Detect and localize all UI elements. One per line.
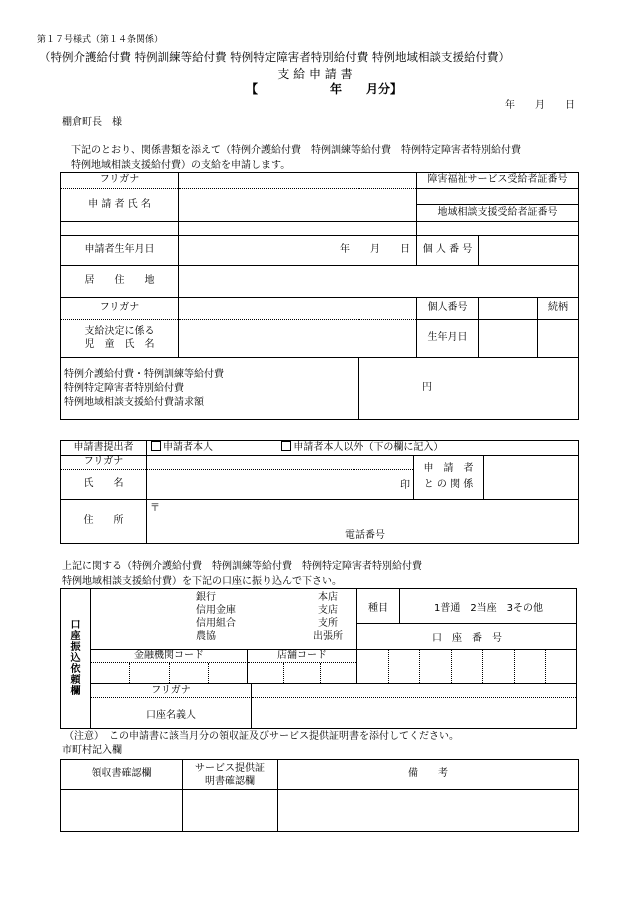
applicant-birth-label: 申請者生年月日 — [61, 236, 179, 266]
municipal-section-title: 市町村記入欄 — [62, 745, 122, 756]
bank-side-label: 口 座 振 込 依 頼 欄 — [70, 620, 81, 697]
form-subtitle: （特例介護給付費 特例訓練等給付費 特例特定障害者特別給付費 特例地域相談支援給付費） — [39, 50, 510, 64]
branch-code-label: 店舗コード — [248, 650, 356, 663]
submitter-name-field[interactable] — [147, 469, 414, 499]
submitter-furigana-field[interactable] — [147, 455, 414, 469]
self-option-label: 申請者本人 — [163, 442, 213, 453]
bank-intro: 上記に関する（特例介護給付費 特例訓練等給付費 特例特定障害者特別給付費 特例地域相談支援給付費）を下記の口座に振り込んで下さい。 — [62, 561, 422, 587]
submitter-furigana-label: フリガナ — [61, 455, 147, 469]
applicant-table — [60, 172, 579, 420]
submitter-relation-field[interactable] — [484, 455, 579, 499]
branch-type-list: 本店 支店 支所 出張所 — [313, 592, 343, 642]
receipt-check-field[interactable] — [61, 790, 183, 832]
child-personal-no-label: 個人番号 — [417, 298, 479, 320]
consult-cert-field[interactable] — [417, 222, 579, 236]
remarks-field[interactable] — [278, 790, 579, 832]
attachment-note: （注意） この申請書に該当月分の領収証及びサービス提供証明書を添付してください。 — [64, 731, 459, 742]
submitter-table — [60, 440, 579, 544]
submitter-address-label: 住 所 — [61, 499, 147, 543]
self-checkbox[interactable] — [151, 441, 161, 451]
holder-label: 口座名義人 — [91, 698, 252, 728]
form-number: 第１７号様式（第１４条関係） — [37, 35, 164, 45]
account-kind-label: 種目 — [356, 589, 399, 624]
receipt-check-label: 領収書確認欄 — [61, 760, 183, 790]
applicant-furigana-label: フリガナ — [61, 173, 179, 189]
service-cert-label: 障害福祉サービス受給者証番号 — [417, 173, 579, 189]
submitter-address-field[interactable] — [147, 499, 579, 543]
period-label: 【 年 月分】 — [246, 82, 403, 96]
applicant-furigana-field[interactable] — [179, 173, 417, 189]
applicant-name-field[interactable] — [179, 189, 417, 222]
relation-field[interactable] — [538, 320, 579, 358]
holder-furigana-field[interactable] — [252, 684, 576, 698]
relation-label: 続柄 — [538, 298, 579, 320]
phone-label: 電話番号 — [345, 529, 385, 541]
account-kind-options[interactable]: 1普通 2当座 3その他 — [399, 589, 577, 624]
claim-label: 特例介護給付費・特例訓練等給付費 特例特定障害者特別給付費 特例地域相談支援給付費請求額 — [61, 358, 359, 420]
claim-amount-field[interactable] — [359, 358, 579, 420]
child-birth-field[interactable] — [479, 320, 538, 358]
page-title: 支 給 申 請 書 — [277, 67, 353, 81]
applicant-birth-field[interactable] — [179, 236, 417, 266]
bank-type-list: 銀行 信用金庫 信用組合 農協 — [196, 592, 236, 642]
seal-mark: 印 — [400, 480, 410, 491]
submitter-label: 申請書提出者 — [61, 441, 147, 456]
personal-no-field[interactable] — [479, 236, 579, 266]
address-label: 居 住 地 — [61, 266, 179, 298]
bank-transfer-section — [60, 588, 577, 729]
claim-unit: 円 — [422, 382, 432, 394]
child-personal-no-field[interactable] — [479, 298, 538, 320]
other-option-label: 申請者本人以外（下の欄に記入） — [293, 442, 444, 453]
service-cert-field[interactable] — [417, 189, 579, 205]
bank-name-field[interactable] — [91, 589, 356, 650]
child-birth-label: 生年月日 — [417, 320, 479, 358]
consult-cert-label: 地域相談支援受給者証番号 — [417, 205, 579, 222]
submitter-options — [147, 441, 579, 456]
municipal-table — [60, 759, 579, 832]
bank-code-field[interactable] — [91, 663, 248, 684]
service-check-label: サービス提供証 明書確認欄 — [183, 760, 278, 790]
child-name-label: 支給決定に係る 児 童 氏 名 — [61, 320, 179, 358]
applicant-name-label: 申 請 者 氏 名 — [61, 189, 179, 222]
address-field[interactable] — [179, 266, 579, 298]
intro-text: 下記のとおり、関係書類を添えて（特例介護給付費 特例訓練等給付費 特例特定障害者特別給付費 特例地域相談支援給付費）の支給を申請します。 — [71, 145, 521, 171]
bank-code-label: 金融機関コード — [91, 650, 248, 663]
application-date: 年 月 日 — [505, 100, 575, 111]
child-furigana-label: フリガナ — [61, 298, 179, 320]
birth-date-units: 年 月 日 — [340, 244, 410, 256]
other-checkbox[interactable] — [281, 441, 291, 451]
remarks-label: 備 考 — [278, 760, 579, 790]
holder-furigana-label: フリガナ — [91, 684, 252, 698]
service-check-field[interactable] — [183, 790, 278, 832]
branch-code-field[interactable] — [248, 663, 356, 684]
addressee: 棚倉町長 様 — [62, 117, 122, 128]
account-number-field[interactable] — [356, 650, 577, 684]
child-name-field[interactable] — [179, 320, 417, 358]
child-furigana-field[interactable] — [179, 298, 417, 320]
submitter-name-label: 氏 名 — [61, 469, 147, 499]
submitter-relation-label: 申 請 者 と の 関 係 — [414, 455, 484, 499]
postal-mark: 〒 — [150, 502, 160, 514]
holder-field[interactable] — [252, 698, 576, 728]
account-number-label: 口 座 番 号 — [356, 624, 577, 650]
personal-no-label: 個 人 番 号 — [417, 236, 479, 266]
